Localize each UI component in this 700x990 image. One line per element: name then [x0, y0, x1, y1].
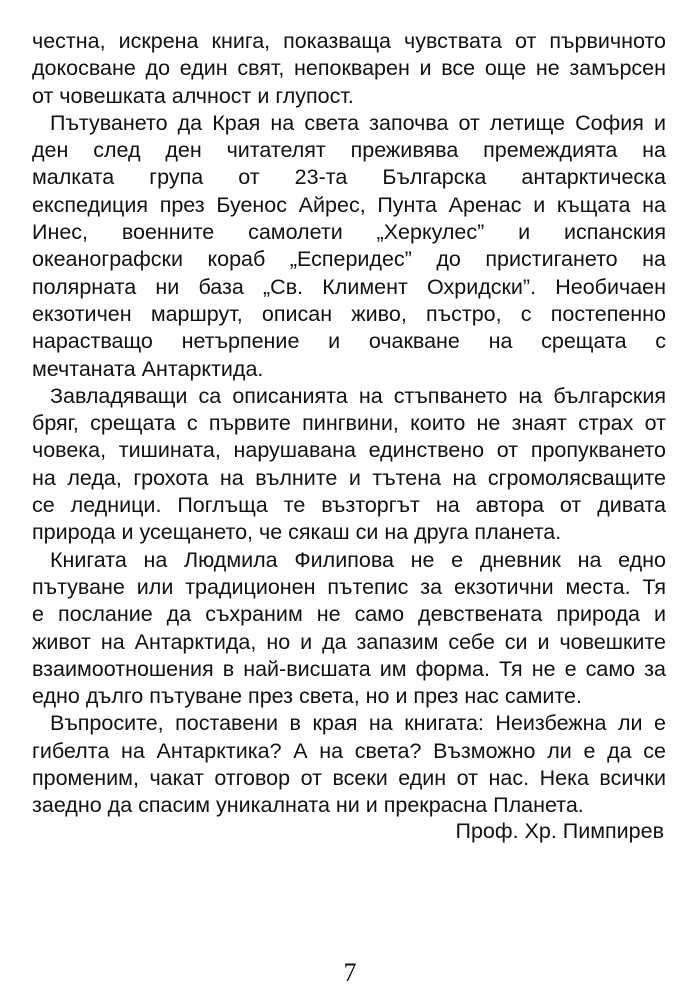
paragraph-4: [32, 547, 666, 711]
text-line: експедиция през Буенос Айрес, Пунта Аренас и къщата на: [32, 192, 666, 217]
paragraph-5: [32, 710, 666, 819]
author-signature: Проф. Хр. Пимпирев: [455, 819, 664, 843]
text-line: нарастващо нетърпение и очакване на срещата с: [32, 329, 666, 354]
text-line: Пътуването да Края на света започва от летище София и: [50, 110, 666, 135]
text-line: мечтаната Антарктида.: [32, 356, 264, 381]
text-line: променим, чакат отговор от всеки един от нас. Нека всички: [32, 766, 666, 791]
text-line: се ледници. Поглъща те възторгът на автора от дивата: [32, 493, 666, 518]
paragraph-3: [32, 383, 666, 547]
page-number: 7: [343, 958, 357, 987]
text-line: ден след ден читателят преживява премеждията на: [32, 138, 666, 163]
text-line: на леда, грохота на вълните и тътена на сгромолясващите: [32, 465, 666, 490]
text-line: бряг, срещата с първите пингвини, които не знаят страх от: [32, 411, 666, 436]
text-line: океанографски кораб „Есперидес” до пристигането на: [32, 247, 666, 272]
text-line: взаимоотношения в най-висшата им форма. Тя не е само за: [32, 656, 666, 681]
text-line: от човешката алчност и глупост.: [32, 83, 354, 108]
text-line: Книгата на Людмила Филипова не е дневник на едно: [50, 547, 666, 572]
text-line: човека, тишината, нарушавана единствено от пропукването: [32, 438, 666, 463]
text-line: природа и усещането, че сякаш си на друга планета.: [32, 520, 562, 545]
text-line: е послание да съхраним не само девствената природа и: [32, 602, 666, 627]
text-line: екзотичен маршрут, описан живо, пъстро, с постепенно: [32, 301, 666, 326]
paragraph-1: [32, 28, 666, 110]
text-line: едно дълго пътуване през света, но и през нас самите.: [32, 684, 582, 709]
text-line: честна, искрена книга, показваща чувствата от първичното: [32, 29, 666, 53]
body-text: [32, 28, 666, 820]
text-line: пътуване или традиционен пътепис за екзотични места. Тя: [32, 574, 666, 599]
text-line: Въпросите, поставени в края на книгата: Неизбежна ли е: [50, 711, 666, 736]
text-line: гибелта на Антарктика? А на света? Възможно ли е да се: [32, 738, 666, 763]
text-line: Завладяващи са описанията на стъпването на българския: [50, 383, 666, 408]
text-line: докосване до един свят, непокварен и все още не замърсен: [32, 56, 666, 81]
text-line: заедно да спасим уникалната ни и прекрасна Планета.: [32, 793, 584, 818]
paragraph-2: [32, 110, 666, 383]
text-line: Инес, военните самолети „Херкулес” и испанския: [32, 220, 666, 245]
text-line: полярната ни база „Св. Климент Охридски”. Необичаен: [32, 274, 666, 299]
text-line: живот на Антарктида, но и да запазим себе си и човешките: [32, 629, 666, 654]
text-line: малката група от 23-та Българска антарктическа: [32, 165, 666, 190]
